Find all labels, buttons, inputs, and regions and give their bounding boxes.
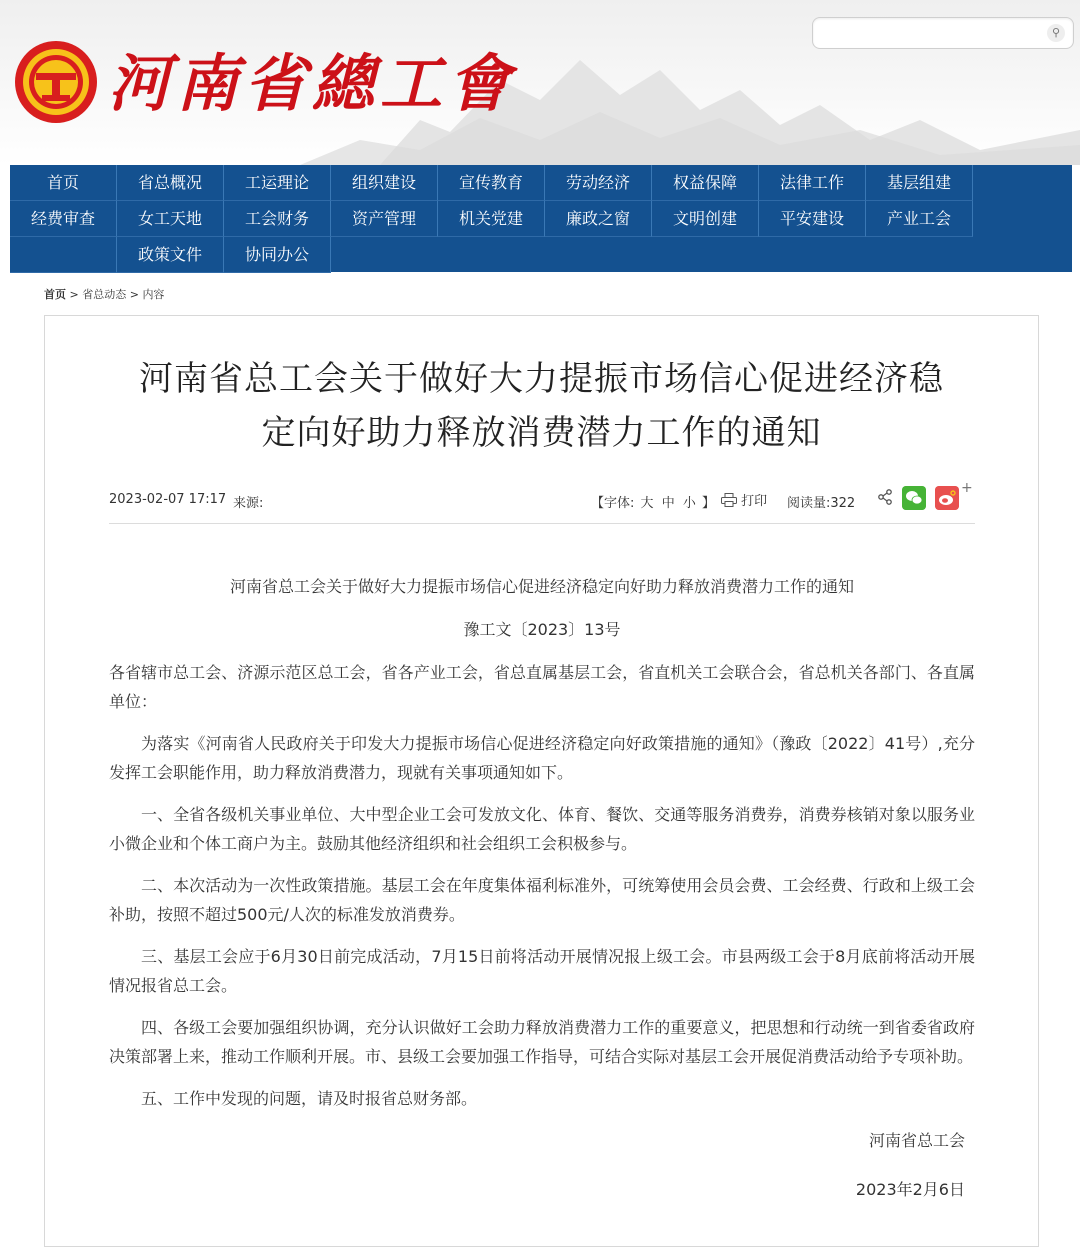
nav-item-legal[interactable]: 法律工作 — [759, 165, 866, 201]
nav-row-1 — [10, 165, 973, 201]
plus-icon[interactable]: + — [961, 480, 973, 496]
breadcrumb-section[interactable]: 省总动态 — [82, 288, 127, 301]
font-size-close: 】 — [702, 496, 716, 511]
site-logo-text: 河南省總工會 — [108, 47, 517, 120]
nav-item-integrity[interactable]: 廉政之窗 — [545, 201, 652, 237]
article-title-line: 定向好助力释放消费潜力工作的通知 — [261, 413, 822, 453]
nav-row-2 — [10, 201, 973, 237]
search-icon[interactable]: ⚲ — [1047, 24, 1065, 42]
weibo-icon[interactable] — [935, 486, 959, 510]
body-paragraph: 三、基层工会应于6月30日前完成活动，7月15日前将活动开展情况报上级工会。市县两级工会于8月底前将活动开展情况报省总工会。 — [109, 947, 975, 995]
nav-item-audit[interactable]: 经费审查 — [10, 201, 117, 237]
body-paragraph: 五、工作中发现的问题，请及时报省总财务部。 — [141, 1089, 478, 1108]
source-label: 来源: — [233, 496, 264, 511]
breadcrumb-separator: > — [69, 288, 79, 301]
sign-date: 2023年2月6日 — [855, 1180, 965, 1199]
article-title — [105, 352, 978, 460]
wechat-icon[interactable] — [902, 486, 926, 510]
font-small-button[interactable]: 小 — [682, 496, 696, 511]
nav-item-finance[interactable]: 工会财务 — [224, 201, 331, 237]
print-label: 打印 — [741, 494, 768, 509]
body-paragraph: 为落实《河南省人民政府关于印发大力提振市场信心促进经济稳定向好政策措施的通知》（豫政〔2022〕41号）,充分发挥工会职能作用，助力释放消费潜力，现就有关事项通知如下。 — [109, 734, 975, 782]
nav-item-rights[interactable]: 权益保障 — [652, 165, 759, 201]
nav-item-empty — [10, 237, 117, 273]
article-container — [44, 315, 1039, 1247]
nav-item-overview[interactable]: 省总概况 — [117, 165, 224, 201]
nav-item-labor-economy[interactable]: 劳动经济 — [545, 165, 652, 201]
nav-item-safety[interactable]: 平安建设 — [759, 201, 866, 237]
nav-item-assets[interactable]: 资产管理 — [331, 201, 438, 237]
nav-item-organization[interactable]: 组织建设 — [331, 165, 438, 201]
print-button[interactable] — [721, 490, 767, 509]
printer-icon — [721, 493, 737, 507]
nav-item-policy[interactable]: 政策文件 — [117, 237, 224, 273]
read-count-label: 阅读量: — [787, 496, 831, 511]
nav-item-grassroots[interactable]: 基层组建 — [866, 165, 973, 201]
article-body — [109, 572, 975, 1217]
share-icon[interactable] — [877, 488, 893, 508]
nav-item-industry-union[interactable]: 产业工会 — [866, 201, 973, 237]
font-medium-button[interactable]: 中 — [661, 496, 675, 511]
nav-item-office[interactable]: 协同办公 — [224, 237, 331, 273]
main-navigation — [10, 165, 1072, 272]
body-paragraph: 四、各级工会要加强组织协调，充分认识做好工会助力释放消费潜力工作的重要意义，把思想和行动统一到省委省政府决策部署上来，推动工作顺利开展。市、县级工会要加强工作指导，可结合实际对基层工会开展促消费活动给予专项补助。 — [109, 1018, 975, 1066]
nav-item-publicity[interactable]: 宣传教育 — [438, 165, 545, 201]
body-heading: 河南省总工会关于做好大力提振市场信心促进经济稳定向好助力释放消费潜力工作的通知 — [229, 577, 854, 596]
signature: 河南省总工会 — [868, 1131, 965, 1150]
nav-item-women[interactable]: 女工天地 — [117, 201, 224, 237]
font-large-button[interactable]: 大 — [640, 496, 654, 511]
article-meta-bar — [109, 480, 975, 516]
nav-item-home[interactable]: 首页 — [10, 165, 117, 201]
meta-divider — [109, 523, 975, 524]
nav-item-labor-theory[interactable]: 工运理论 — [224, 165, 331, 201]
breadcrumb-current: 内容 — [142, 288, 165, 301]
body-paragraph: 二、本次活动为一次性政策措施。基层工会在年度集体福利标准外，可统筹使用会员会费、工会经费、行政和上级工会补助，按照不超过500元/人次的标准发放消费券。 — [109, 876, 975, 924]
read-count — [787, 492, 855, 511]
nav-item-civilization[interactable]: 文明创建 — [652, 201, 759, 237]
doc-number: 豫工文〔2023〕13号 — [463, 620, 621, 639]
body-paragraph: 一、全省各级机关事业单位、大中型企业工会可发放文化、体育、餐饮、交通等服务消费券，消费券核销对象以服务业小微企业和个体工商户为主。鼓励其他经济组织和社会组织工会积极参与。 — [109, 805, 975, 853]
breadcrumb — [44, 286, 164, 302]
breadcrumb-separator: > — [129, 288, 139, 301]
font-size-control — [591, 492, 715, 511]
font-size-open: 【字体: — [591, 496, 635, 511]
article-title-line: 河南省总工会关于做好大力提振市场信心促进经济稳 — [139, 359, 944, 399]
breadcrumb-home[interactable]: 首页 — [44, 288, 66, 301]
body-recipients: 各省辖市总工会、济源示范区总工会，省各产业工会，省总直属基层工会，省直机关工会联合会，省总机关各部门、各直属单位： — [109, 663, 975, 711]
nav-row-3 — [10, 237, 331, 273]
search-input[interactable] — [812, 17, 1074, 49]
read-count-value: 322 — [830, 496, 856, 511]
publish-date: 2023-02-07 17:17 — [109, 492, 227, 507]
nav-item-party[interactable]: 机关党建 — [438, 201, 545, 237]
site-header — [0, 0, 1080, 165]
union-emblem-icon — [14, 40, 98, 124]
